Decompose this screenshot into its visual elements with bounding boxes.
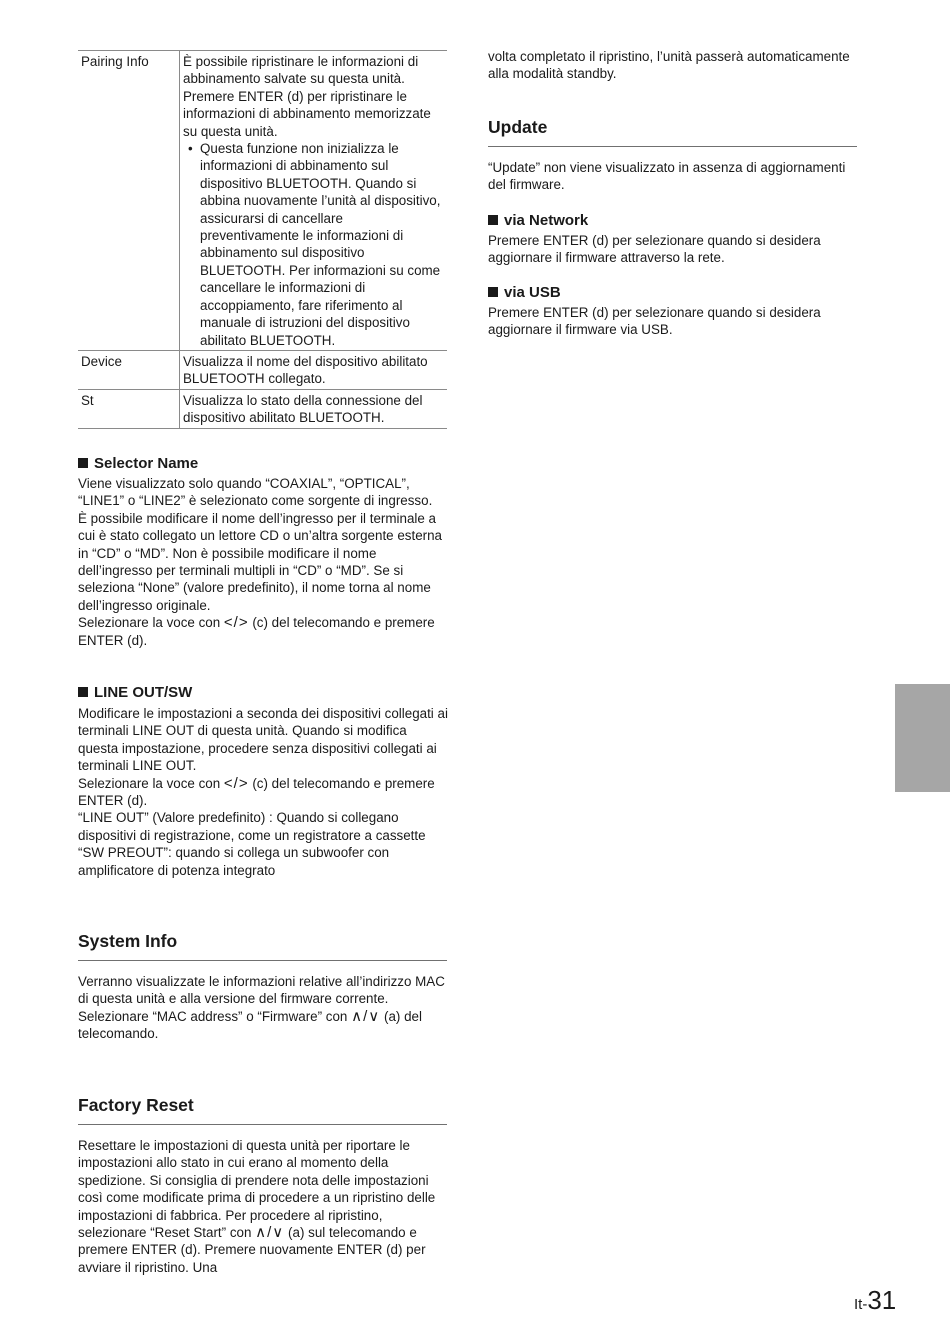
paragraph bbox=[78, 1137, 450, 1276]
paragraph-text: Selezionare “MAC address” o “Firmware” con bbox=[78, 1008, 348, 1024]
factory-reset-body bbox=[78, 1137, 450, 1276]
paragraph-text: (c) del telecomando e premere ENTER (d). bbox=[78, 775, 435, 809]
paragraph bbox=[78, 1008, 450, 1043]
via-network-title: via Network bbox=[504, 212, 589, 229]
table-value: Visualizza il nome del dispositivo abilitato BLUETOOTH collegato. bbox=[180, 350, 448, 389]
paragraph-text: Selezionare la voce con bbox=[78, 775, 221, 791]
line-out-body bbox=[78, 705, 450, 879]
bullet-text: Questa funzione non inizializza le informazioni di abbinamento sul dispositivo BLUETOOTH. Quando si abbina nuovamente l’unità al dispositivo, assicurarsi di cancellare preventivamente le informazioni di abbinamento sul dispositivo BLUETOOTH. Per informazioni su come cancellare le informazioni di accoppiamento, fare riferimento al manuale di istruzioni del dispositivo abilitato BLUETOOTH. bbox=[200, 141, 441, 348]
paragraph: “LINE OUT” (Valore predefinito) : Quando si collegano dispositivi di registrazione, come un registratore a cassette bbox=[78, 810, 426, 843]
left-right-arrow-icon: </> bbox=[223, 774, 249, 792]
section-divider bbox=[78, 1124, 447, 1125]
bluetooth-info-table bbox=[78, 50, 447, 429]
selector-name-title: Selector Name bbox=[94, 455, 199, 472]
page-number-value: 31 bbox=[867, 1285, 897, 1315]
via-usb-title: via USB bbox=[504, 284, 561, 301]
system-info-body bbox=[78, 973, 450, 1043]
square-bullet-icon bbox=[488, 287, 498, 297]
table-value: Visualizza lo stato della connessione del dispositivo abilitato BLUETOOTH. bbox=[180, 389, 448, 428]
table-row bbox=[78, 51, 447, 351]
via-network-heading bbox=[488, 212, 588, 230]
via-usb-body: Premere ENTER (d) per selezionare quando si desidera aggiornare il firmware via USB. bbox=[488, 305, 821, 338]
square-bullet-icon bbox=[78, 458, 88, 468]
left-right-arrow-icon: </> bbox=[223, 614, 249, 632]
square-bullet-icon bbox=[78, 687, 88, 697]
square-bullet-icon bbox=[488, 215, 498, 225]
chapter-tab bbox=[895, 684, 950, 792]
factory-reset-heading: Factory Reset bbox=[78, 1095, 194, 1115]
table-key: Device bbox=[78, 350, 180, 389]
bullet-icon: • bbox=[188, 141, 193, 157]
table-value bbox=[180, 51, 448, 351]
page-prefix: It- bbox=[854, 1296, 868, 1313]
paragraph bbox=[78, 775, 450, 810]
table-key: Pairing Info bbox=[78, 51, 180, 351]
paragraph: Verranno visualizzate le informazioni relative all’indirizzo MAC di questa unità e alla versione del firmware corrente. bbox=[78, 974, 445, 1007]
line-out-title: LINE OUT/SW bbox=[94, 684, 193, 701]
paragraph bbox=[78, 614, 450, 649]
paragraph: Viene visualizzato solo quando “COAXIAL”, “OPTICAL”, “LINE1” o “LINE2” è selezionato come sorgente di ingresso. bbox=[78, 476, 433, 509]
via-network-body: Premere ENTER (d) per selezionare quando si desidera aggiornare il firmware attraverso la rete. bbox=[488, 233, 821, 266]
line-out-heading bbox=[78, 684, 192, 702]
table-row bbox=[78, 389, 447, 428]
table-desc: È possibile ripristinare le informazioni di abbinamento salvate su questa unità. Premere ENTER (d) per ripristinare le informazioni di abbinamento memorizzate su questa unità. bbox=[183, 54, 431, 139]
section-divider bbox=[488, 146, 857, 147]
paragraph: “SW PREOUT”: quando si collega un subwoofer con amplificatore di potenza integrato bbox=[78, 845, 390, 878]
paragraph: Modificare le impostazioni a seconda dei dispositivi collegati ai terminali LINE OUT di questa unità. Quando si modifica questa impostazione, procedere senza dispositivi collegati ai terminali LINE OUT. bbox=[78, 706, 448, 774]
factory-reset-continued: volta completato il ripristino, l’unità passerà automaticamente alla modalità standby. bbox=[488, 49, 850, 82]
system-info-heading: System Info bbox=[78, 931, 178, 951]
paragraph-text: (a) sul telecomando e premere ENTER (d). Premere nuovamente ENTER (d) per avviare il ripristino. Una bbox=[78, 1225, 426, 1275]
selector-name-body bbox=[78, 475, 450, 649]
up-down-arrow-icon: ∧/∨ bbox=[255, 1224, 285, 1242]
bullet-item bbox=[183, 140, 444, 349]
paragraph-text: Resettare le impostazioni di questa unità per riportare le impostazioni allo stato in cui erano al momento della spedizione. Si consiglia di prendere nota delle impostazioni così come modificate prima di procedere a un ripristino delle impostazioni di fabbrica. Per procedere al ripristino, selezionare “Reset Start” con bbox=[78, 1138, 436, 1241]
table-row bbox=[78, 350, 447, 389]
paragraph: È possibile modificare il nome dell’ingresso per il terminale a cui è stato collegato un lettore CD o un’altra sorgente esterna in “CD” o “MD”. Non è possibile modificare il nome dell’ingresso per terminali multipli in “CD” o “MD”. Se si seleziona “None” (valore predefinito), il nome torna al nome dell’ingresso originale. bbox=[78, 510, 442, 613]
up-down-arrow-icon: ∧/∨ bbox=[351, 1007, 381, 1025]
page-number bbox=[854, 1285, 896, 1320]
selector-name-heading bbox=[78, 455, 198, 473]
paragraph-text: (a) del telecomando. bbox=[78, 1008, 422, 1042]
paragraph-text: Selezionare la voce con bbox=[78, 615, 221, 631]
update-body: “Update” non viene visualizzato in assenza di aggiornamenti del firmware. bbox=[488, 160, 846, 193]
via-usb-heading bbox=[488, 284, 561, 302]
table-key: St bbox=[78, 389, 180, 428]
update-heading: Update bbox=[488, 117, 548, 137]
section-divider bbox=[78, 960, 447, 961]
paragraph-text: (c) del telecomando e premere ENTER (d). bbox=[78, 615, 435, 648]
